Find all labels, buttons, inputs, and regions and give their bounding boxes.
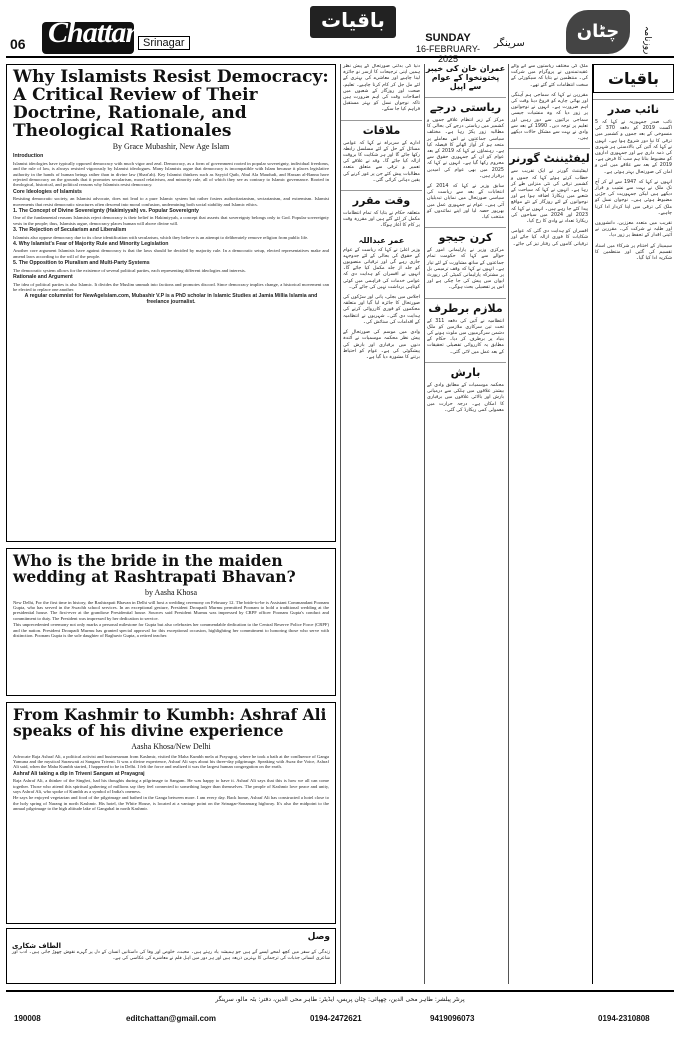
- literary-title: وصل: [307, 932, 330, 942]
- urdu-text: انہوں نے کہا کہ 1947 سے لے کر آج تک ملک نے بہت سے نشیب و فراز دیکھے ہیں لیکن جمہوریت کی جڑیں مضبوط ہوئی ہیں۔ نوجوان نسل کو ملک کی ترقی میں اپنا کردار ادا کرنا چاہیے۔: [595, 179, 672, 216]
- urdu-literary-strip: [6, 928, 336, 984]
- phone-number: 9419096073: [430, 1014, 475, 1023]
- date-full: 16-FEBRUARY-2025: [415, 44, 481, 64]
- urdu-text: لیفٹیننٹ گورنر نے ایک تقریب سے خطاب کرتے ہوئے کہا کہ جموں و کشمیر ترقی کی نئی منزلیں طے کر رہا ہے۔ انہوں نے کہا کہ سیاحت کے شعبے میں ریکارڈ اضافہ ہوا ہے اور نوجوانوں کے لئے روزگار کے نئے مواقع پیدا کئے جا رہے ہیں۔ انہوں نے کہا کہ 2023 اور 2024 میں سیاحوں کی ریکارڈ تعداد نے وادی کا رخ کیا۔: [511, 169, 589, 225]
- urdu-text: تقریب میں متعدد معززین، دانشوروں اور طلبہ نے شرکت کی۔ مقررین نے آئینی اقدار کے تحفظ پر زور دیا۔: [595, 221, 672, 239]
- urdu-text: مقررین نے کہا کہ سماجی ہم آہنگی اور بھائی چارے کو فروغ دینا وقت کی اہم ضرورت ہے۔ انہوں نے نوجوانوں پر زور دیا کہ وہ منشیات جیسی سماجی برائیوں سے دور رہیں اور تعلیم پر توجہ دیں۔ 1990 کے بعد سے وادی نے بہت سے مشکل حالات دیکھے ہیں۔: [511, 92, 588, 142]
- section-text: Raja Ashraf Ali, a thinker of the Singhvi, had his thoughts during a pilgrimage to Sangam. He was happy to have it. Ashraf Ali says that this is how we all can come together. Those who attend this spiritual gathering of millions say they feel connected to something larger than themselves. The people of Kashmir love peace and unity, says Ashraf Ali, who spoke of Kumbh as a symbol of India's oneness.: [13, 778, 329, 794]
- section-title: باقیات: [321, 8, 385, 32]
- urdu-text: مرکزی وزیر نے پارلیمانی امور کے حوالے سے کہا کہ حکومت تمام جماعتوں کے ساتھ مشاورت کے لئے تیار ہے۔ انہوں نے کہا کہ وقف ترمیمی بل پر مشترکہ پارلیمانی کمیٹی کی رپورٹ ایوان میں پیش کی جا چکی ہے اور اس پر تفصیلی بحث ہوگی۔: [427, 248, 504, 291]
- urdu-headline: ریاستی درجے: [425, 97, 506, 114]
- urdu-headline: کرن جیجو: [425, 227, 506, 244]
- date-day: SUNDAY: [425, 32, 471, 44]
- section-banner: باقیات: [593, 64, 674, 93]
- urdu-text: سابق وزیر نے کہا کہ 2014 کے انتخابات کے بعد سے ریاست کی سیاسی صورتحال میں نمایاں تبدیلیاں آئی ہیں۔ عوام نے جمہوری عمل میں بھرپور حصہ لیا اور اپنے نمائندوں کو منتخب کیا۔: [427, 184, 504, 221]
- section-subhead: 3. The Rejection of Secularism and Liberalism: [13, 227, 127, 234]
- article-rashtrapati-wedding: [6, 548, 336, 696]
- urdu-text: ملک کی مختلف ریاستوں سے آنے والے عقیدتمندوں نے پروگرام میں شرکت کی۔ منتظمین نے بتایا کہ سیکورٹی کے سخت انتظامات کئے گئے تھے۔: [511, 64, 588, 88]
- section-subhead: 4. Why Islamist's Fear of Majority Rule and Minority Legislation: [13, 241, 169, 248]
- section-text: The idea of political parties is also Islamic. It divides the Muslim ummah into factions and promotes discord. Since democracy implies change, a historical movement can be elected to replace one another.: [13, 281, 329, 292]
- english-section: [6, 64, 336, 984]
- urdu-logo: چٹان: [566, 10, 630, 54]
- section-text: Advocate Raja Ashraf Ali, a political activist and businessman from Kashmir, visited the Maha Kumbh mela at Prayagraj, where he took a bath at the confluence of Ganga Yamuna and the mystical Saraswati at Sangam Triveni. It was a divine experience, Ashraf Ali says about his three-day pilgrimage. Speaking with Awaz the Voice, Ashraf Ali said, when the Maha Kumbh started, I happened to be in Delhi. I felt the force and realized it was the largest human congregation on the earth.: [13, 753, 329, 770]
- imprint-footer: [6, 990, 674, 1032]
- urdu-text: محکمہ موسمیات کے مطابق وادی کے بیشتر علاقوں میں ہلکی سے درمیانی بارش اور بالائی علاقوں میں برفباری کا امکان ہے۔ درجہ حرارت میں معمولی کمی ریکارڈ کی گئی۔: [427, 382, 504, 413]
- urdu-text: سیمینار کے اختتام پر شرکاء میں اسناد تقسیم کی گئیں اور منتظمین کا شکریہ ادا کیا گیا۔: [595, 243, 672, 262]
- urdu-headline: بارش: [425, 362, 506, 379]
- article-byline: Aasha Khosa/New Delhi: [131, 741, 211, 751]
- urdu-text: افسران کو ہدایت دی گئی کہ عوامی شکایات کا فوری ازالہ کیا جائے اور ترقیاتی کاموں کی رفتار تیز کی جائے۔: [511, 229, 588, 247]
- urdu-headline: لیفٹیننٹ گورنر: [509, 148, 590, 165]
- urdu-text: دنیا کی بدلتی صورتحال کے پیش نظر ہمیں اپنی ترجیحات کا ازسر نو جائزہ لینا چاہیے اور معاشرے کی بہتری کے لئے مل جل کر کام کرنا چاہیے۔ تعلیم، صحت اور روزگار کے شعبوں میں اصلاحات وقت کی اہم ضرورت ہیں تاکہ نوجوان نسل کو بہتر مستقبل فراہم کیا جا سکے۔: [343, 64, 420, 113]
- urdu-text: ادارے کے سربراہ نے کہا کہ عوامی مسائل کے حل کے لئے مسلسل رابطہ رکھا جائے گا اور ہر شکایت کا بروقت ازالہ کیا جائے گا۔ وفد نے علاقے کی تعمیر و ترقی سے متعلق متعدد مطالبات پیش کئے جن پر غور کرنے کی یقین دہانی کرائی گئی۔: [343, 140, 420, 183]
- article-headline: Why Islamists Resist Democracy: A Critical Review of Their Doctrine, Rationale, and Theological Rationales: [13, 67, 329, 141]
- section-subhead: Rationale and Argument: [13, 274, 73, 281]
- section-text: Another core argument Islamists have against democracy is that the laws should be decided by majority rule. In a democratic setup, elected representatives make and amend laws according to the will of the people.: [13, 248, 329, 259]
- urdu-text: وادی میں موسم کی صورتحال کے پیش نظر محکمہ موسمیات نے آئندہ دنوں میں برفباری اور بارش کی پیشگوئی کی ہے۔ عوام کو احتیاط برتنے کا مشورہ دیا گیا ہے۔: [343, 330, 420, 360]
- urdu-text: نائب صدر جمہوریہ نے کہا کہ 5 اگست 2019 کو دفعہ 370 کی منسوخی کے بعد جموں و کشمیر میں ترقی کا نیا دور شروع ہوا ہے۔ انہوں نے کہا کہ آئین کی بالادستی ہر شہری کی ذمہ داری ہے اور جمہوری اداروں کو مضبوط بنانا ہم سب کا فرض ہے۔ 2019 کے بعد سے علاقے میں امن و امان کی صورتحال بہتر ہوئی ہے۔: [595, 120, 672, 175]
- section-subhead: Core Ideologies of Islamists: [13, 188, 82, 195]
- urdu-text: مرکز کے زیر انتظام علاقے جموں و کشمیر میں ریاستی درجے کی بحالی کا مطالبہ زور پکڑ رہا ہے۔ مختلف سیاسی جماعتوں نے اس معاملے پر متحد ہو کر آواز اٹھانے کا فیصلہ کیا ہے۔ رہنماؤں نے کہا کہ 2019 کے بعد عوام کو ان کے جمہوری حقوق سے محروم رکھا گیا ہے۔ انہوں نے کہا کہ 2025 میں بھی عوام کی امیدیں برقرار ہیں۔: [427, 118, 504, 179]
- article-headline: From Kashmir to Kumbh: Ashraf Ali speaks of his divine experience: [13, 705, 327, 741]
- section-text: Islamists also oppose democracy due to its close identification with secularism, which they believe is an attempt to deliberately remove religion from public life.: [13, 234, 309, 240]
- article-footnote: A regular columnist for NewAgeIslam.com, Mubashir V.P is a PhD scholar in Islamic Studies at Jamia Millia Islamia and freelance journalist.: [24, 293, 318, 305]
- article-body: [13, 154, 329, 305]
- urdu-subhead: عمر عبداللہ: [358, 235, 405, 245]
- section-text: Islamist ideologies have typically opposed democracy with much vigor and zeal. Democracy, as a form of government rooted in popular sovereignty, individual freedoms, and the rule of law, is always resisted vigorously by Islamist ideologues. Many Islamists argue that democracy is incompatible with Islam because it places legislative authority in the hands of human beings rather than in divine law (Shari'ah). Key Islamist thinkers such as Sayyid Qutb, Abul Ala Maududi, and Hassan al-Banna have rejected democracy on the grounds that it promotes secularism, moral relativism, and minority rule, all of which they see as contrary to Islamic governance. Rooted in theological, historical, and political reasons why Islamists resist democracy.: [13, 160, 329, 188]
- urdu-column-2: [424, 64, 506, 984]
- brand-name: Chattan: [48, 16, 142, 49]
- section-subhead: Ashraf Ali taking a dip in Triveni Sangam at Prayagraj: [13, 770, 145, 777]
- article-byline: by Aasha Khosa: [145, 587, 197, 597]
- article-kashmir-kumbh: [6, 702, 336, 924]
- section-text: New Delhi, For the first time in history, the Rashtrapati Bhavan in Delhi will host a wedding ceremony on February 12. The bride-to-be is Assistant Commandant Poonam Gupta, who has served in the Swachh school services. In an exceptional gesture, President Droupadi Murmu permitted Poonam to hold a traditional wedding at the presidential house. The first-ever at the grandiose Presidential house. Sources said President Murmu was impressed by CRPF officer Poonam Gupta's conduct and commitment to duty. The President was impressed by her dedication to service.: [13, 599, 329, 621]
- article-body: [13, 600, 329, 639]
- urdu-headline: نائب صدر: [593, 99, 674, 116]
- article-byline: By Grace Mubashir, New Age Islam: [112, 142, 230, 152]
- urdu-column-3: [508, 64, 590, 984]
- urdu-column-4: [592, 64, 674, 984]
- urdu-headline: ملاقات: [341, 120, 422, 137]
- phone-number: 0194-2472621: [310, 1014, 362, 1023]
- section-text: Resisting democratic society, an Islamist advocate, does not lead to a pure Islamic system but rather fosters authoritarianism, sectarianism, and extremism. Islamist movements that resist democratic structures often descend into moral confusion, undermining both social stability and Islamic ethics.: [13, 196, 329, 207]
- phone-number: 0194-2310808: [598, 1014, 650, 1023]
- city-urdu: سرینگر: [494, 38, 525, 49]
- section-subhead: 5. The Opposition to Pluralism and Multi-Party Systems: [13, 260, 150, 267]
- email-link[interactable]: editchattan@gmail.com: [126, 1014, 217, 1023]
- urdu-headline: وقت مقرر: [341, 190, 422, 207]
- section-text: One of the fundamental reasons Islamists reject democracy is their belief in Hakimiyyah, a concept that asserts that sovereignty belongs only to God. Popular sovereignty vests in the people; thus, Islamists argue, democracy places human will above divine will.: [13, 215, 329, 226]
- brand-city: Srinagar: [138, 36, 190, 50]
- pin-code: 190008: [14, 1014, 41, 1023]
- daily-label: روزنامہ: [642, 26, 652, 55]
- literary-author: الطاف شکاری: [12, 942, 62, 950]
- urdu-column-1: [340, 64, 422, 984]
- page-number: 06: [10, 36, 26, 52]
- article-body: [13, 754, 329, 812]
- section-text: The democratic system allows for the existence of several political parties, each representing different ideologies and interests.: [13, 267, 246, 273]
- section-subhead: Introduction: [13, 153, 44, 160]
- urdu-text: اجلاس میں بجلی، پانی اور سڑکوں کی صورتحال کا جائزہ لیا گیا اور متعلقہ محکموں کو فوری کارروائی کرنے کی ہدایت دی گئی۔ شہریوں نے انتظامیہ کے اقدامات کی ستائش کی۔: [343, 295, 420, 325]
- article-islamists-democracy: [6, 64, 336, 542]
- urdu-subhead: عمران خان کی خیبر پختونخوا کے عوام سے اپیل: [425, 64, 506, 91]
- imprint-line: پرنٹر پبلشر: طاہر محی الدین، چھپائی: چٹان پریس، ایڈیٹر: طاہر محی الدین، دفتر: بٹہ مالو، سرینگر: [215, 996, 465, 1003]
- section-text: He says he enjoyed vegetarian and food of the pilgrimage and bathed in the Ganga between more. I am every day. Back home, Ashraf Ali has constructed a hotel close to the holy spring of Narang in north Kashmir. His hotel, the White House, is located at a vantage point on the Srinagar-Sonamarg highway. It's also the midpoint to the annual pilgrimage to the high altitude lake of Gangabal in north Kashmir.: [13, 795, 329, 812]
- urdu-text: انتظامیہ نے آئین کی دفعہ 311 کے تحت تین سرکاری ملازمین کو ملک دشمن سرگرمیوں میں ملوث ہونے کی بنیاد پر برطرف کر دیا۔ حکام کے مطابق یہ کارروائی تفصیلی تحقیقات کے بعد عمل میں لائی گئی۔: [427, 318, 504, 355]
- section-text: This unprecedented ceremony not only marks a personal milestone for Gupta but also celebrates her commendable dedication to the Central Reserve Police Force (CRPF) and the nation. President Droupadi Murmu has granted special approval for this exceptional occasion, highlighting her commitment to honoring those who serve with distinction. Poonam Gupta is the sole daughter of Raghuvir Gupta, a retired teacher.: [13, 622, 329, 638]
- urdu-text: متعلقہ حکام نے بتایا کہ تمام انتظامات مکمل کر لئے گئے ہیں اور مقررہ وقت پر کام کا آغاز ہوگا۔: [343, 211, 420, 229]
- section-subhead: 1. The Concept of Divine Sovereignty (Hakimiyyah) vs. Popular Sovereignty: [13, 208, 199, 215]
- urdu-headline: ملازم برطرف: [425, 298, 506, 315]
- urdu-text: وزیر اعلیٰ نے کہا کہ ریاست کے عوام کے حقوق کی بحالی کے لئے جدوجہد جاری رہے گی اور ترقیاتی منصوبوں کو جلد از جلد مکمل کیا جائے گا۔ انہوں نے افسران کو ہدایت دی کہ عوامی خدمات کی فراہمی میں کوئی کوتاہی برداشت نہیں کی جائے گی۔: [343, 247, 420, 290]
- literary-text: زندگی کے سفر میں کچھ لمحے ایسے آتے ہیں جو ہمیشہ یاد رہتے ہیں۔ محبت، خلوص اور وفا کی داستانیں انسان کے دل پر گہرے نقوش چھوڑ جاتی ہیں۔ ادب اور شاعری انسانی جذبات کی ترجمانی کا بہترین ذریعہ ہیں اور ہر دور میں اہل قلم نے معاشرے کی عکاسی کی ہے۔: [12, 950, 330, 961]
- article-headline: Who is the bride in the maiden wedding at Rashtrapati Bhavan?: [13, 551, 296, 587]
- masthead: [6, 6, 674, 64]
